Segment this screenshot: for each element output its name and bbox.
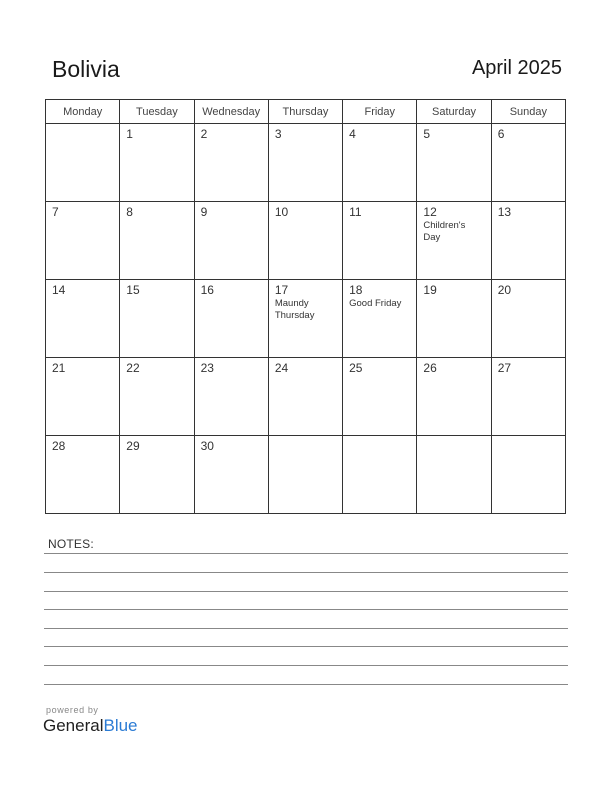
day-number: 8 bbox=[126, 205, 133, 219]
day-cell bbox=[417, 358, 491, 436]
day-number: 21 bbox=[52, 361, 66, 375]
weekday-header-row bbox=[46, 100, 566, 124]
weekday-header: Saturday bbox=[417, 100, 491, 124]
day-number: 17 bbox=[274, 283, 289, 297]
day-number: 15 bbox=[126, 283, 140, 297]
weekday-header: Friday bbox=[343, 100, 417, 124]
day-number: 29 bbox=[126, 439, 140, 453]
holiday-label: Good Friday bbox=[349, 298, 402, 309]
week-row bbox=[46, 202, 566, 280]
week-row bbox=[46, 124, 566, 202]
day-number: 18 bbox=[349, 283, 363, 297]
day-cell bbox=[343, 202, 417, 280]
day-number: 9 bbox=[200, 205, 208, 219]
week-row bbox=[46, 280, 566, 358]
note-line bbox=[44, 591, 568, 592]
day-cell bbox=[343, 436, 417, 514]
day-cell bbox=[120, 358, 194, 436]
note-line bbox=[44, 572, 568, 573]
brand-name-part2: Blue bbox=[103, 716, 138, 735]
day-number: 19 bbox=[423, 283, 437, 297]
day-cell bbox=[120, 202, 194, 280]
day-number: 13 bbox=[497, 205, 512, 219]
day-cell bbox=[120, 280, 194, 358]
week-row bbox=[46, 358, 566, 436]
day-number: 12 bbox=[423, 205, 437, 219]
day-number: 22 bbox=[126, 361, 140, 375]
day-cell bbox=[120, 436, 194, 514]
day-cell bbox=[343, 124, 417, 202]
day-number: 26 bbox=[423, 361, 437, 375]
day-cell bbox=[194, 280, 268, 358]
day-number: 4 bbox=[349, 127, 356, 141]
day-number: 20 bbox=[497, 283, 512, 297]
note-line bbox=[44, 628, 568, 629]
day-number: 28 bbox=[52, 439, 66, 453]
day-cell bbox=[417, 436, 491, 514]
powered-by-text: powered by bbox=[46, 705, 99, 715]
day-cell bbox=[46, 202, 120, 280]
day-cell bbox=[343, 358, 417, 436]
day-cell bbox=[46, 280, 120, 358]
day-number: 27 bbox=[497, 361, 512, 375]
day-cell bbox=[268, 436, 342, 514]
day-cell bbox=[491, 358, 565, 436]
day-number: 3 bbox=[274, 127, 282, 141]
day-cell bbox=[491, 124, 565, 202]
day-number: 6 bbox=[497, 127, 505, 141]
day-cell bbox=[491, 436, 565, 514]
notes-label: NOTES: bbox=[48, 537, 94, 551]
note-line bbox=[44, 646, 568, 647]
day-cell bbox=[343, 280, 417, 358]
week-row bbox=[46, 436, 566, 514]
day-cell bbox=[268, 280, 342, 358]
day-cell bbox=[491, 280, 565, 358]
day-number: 1 bbox=[126, 127, 133, 141]
calendar-grid bbox=[45, 99, 566, 514]
day-cell bbox=[46, 124, 120, 202]
holiday-label: Maundy Thursday bbox=[274, 298, 315, 321]
day-number: 25 bbox=[349, 361, 363, 375]
day-number: 11 bbox=[349, 205, 362, 219]
weekday-header: Wednesday bbox=[194, 100, 268, 124]
day-cell bbox=[491, 202, 565, 280]
note-line bbox=[44, 684, 568, 685]
day-cell bbox=[417, 202, 491, 280]
day-number: 7 bbox=[52, 205, 59, 219]
day-cell bbox=[194, 436, 268, 514]
day-cell bbox=[194, 202, 268, 280]
day-cell bbox=[417, 280, 491, 358]
day-number: 16 bbox=[200, 283, 214, 297]
day-number: 23 bbox=[200, 361, 214, 375]
holiday-label: Children's Day bbox=[423, 220, 466, 243]
note-line bbox=[44, 665, 568, 666]
month-year-title: April 2025 bbox=[471, 57, 562, 79]
day-number: 24 bbox=[274, 361, 289, 375]
day-cell bbox=[46, 358, 120, 436]
day-cell bbox=[417, 124, 491, 202]
day-number: 2 bbox=[200, 127, 208, 141]
weekday-header: Thursday bbox=[268, 100, 342, 124]
day-number: 10 bbox=[274, 205, 289, 219]
country-title: Bolivia bbox=[52, 56, 120, 82]
day-number: 30 bbox=[200, 439, 214, 453]
day-cell bbox=[268, 202, 342, 280]
brand-logo bbox=[43, 716, 138, 736]
weekday-header: Sunday bbox=[491, 100, 565, 124]
day-number: 14 bbox=[52, 283, 66, 297]
weekday-header: Monday bbox=[46, 100, 120, 124]
note-line bbox=[44, 609, 568, 610]
day-cell bbox=[194, 358, 268, 436]
weekday-header: Tuesday bbox=[120, 100, 194, 124]
brand-name-part1: General bbox=[43, 716, 104, 735]
day-cell bbox=[268, 358, 342, 436]
day-cell bbox=[268, 124, 342, 202]
note-line bbox=[44, 553, 568, 554]
day-cell bbox=[194, 124, 268, 202]
day-cell bbox=[120, 124, 194, 202]
day-cell bbox=[46, 436, 120, 514]
day-number: 5 bbox=[423, 127, 431, 141]
